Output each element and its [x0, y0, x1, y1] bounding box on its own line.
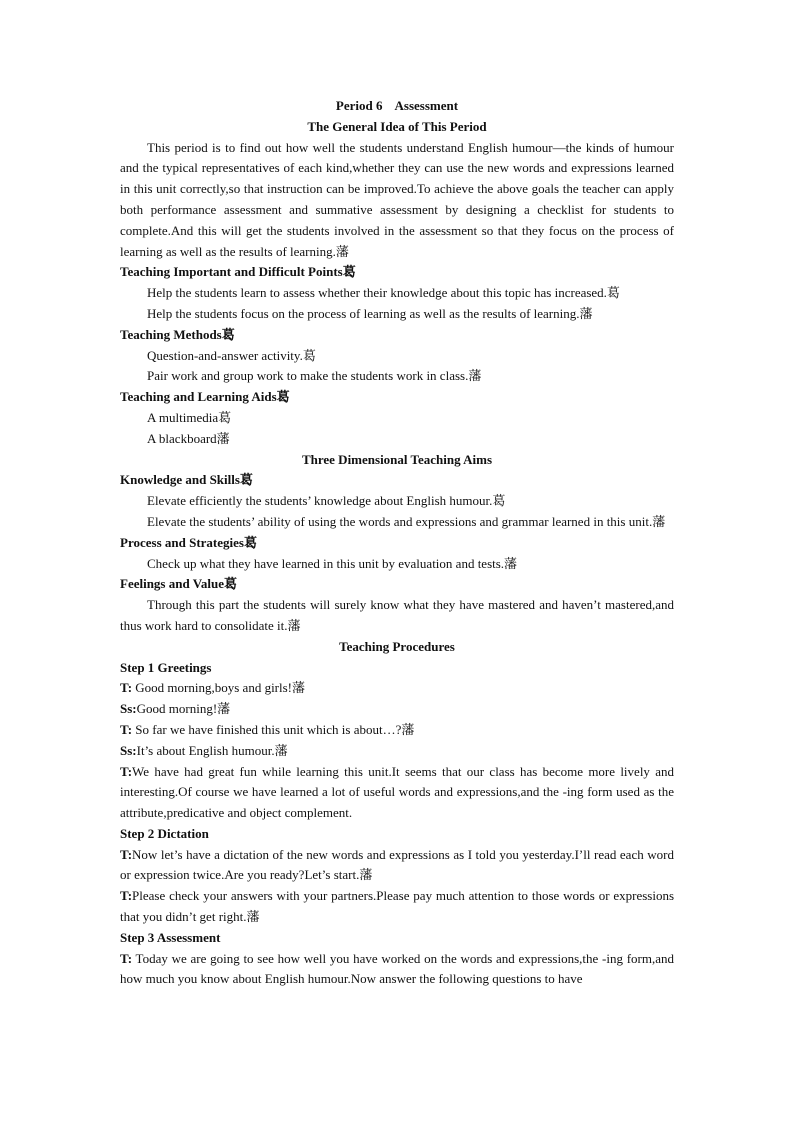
document-page [120, 96, 674, 990]
procedures-heading: Teaching Procedures [339, 638, 455, 654]
methods-heading: Teaching Methods葛 [120, 326, 235, 342]
dialogue-line [120, 678, 674, 699]
important-point-2: Help the students focus on the process of learning as well as the results of learning.藩 [147, 305, 593, 321]
feelings-heading: Feelings and Value葛 [120, 576, 238, 592]
utterance: We have had great fun while learning this unit.It seems that our class has become more lively and interesting.Of course we have learned a lot of useful words and expressions,and the -ing form used as the attribute,predicative and object complement. [120, 763, 674, 821]
general-idea-text: This period is to find out how well the students understand English humour—the kinds of humour and the typical representatives of each kind,whether they can use the new words and expressions learned in this unit correctly,so that instruction can be improved.To achieve the above goals the teacher can apply both performance assessment and summative assessment by designing a checklist for students to complete.And this will get the students involved in the assessment so that they focus on the process of learning as well as the results of learning.藩 [120, 139, 674, 259]
step1-heading: Step 1 Greetings [120, 659, 212, 675]
speaker: T: [120, 763, 133, 779]
utterance: Good morning!藩 [136, 701, 231, 717]
aims-heading: Three Dimensional Teaching Aims [301, 451, 493, 467]
period-number: Period 6 [335, 98, 383, 113]
utterance: So far we have finished this unit which is about…?藩 [132, 721, 415, 737]
utterance: Please check your answers with your partners.Please pay much attention to those words or expressions that you didn’t get right.藩 [120, 888, 674, 925]
utterance: Good morning,boys and girls!藩 [132, 680, 306, 696]
step2-heading: Step 2 Dictation [120, 825, 209, 841]
dialogue-line [120, 886, 674, 928]
aid-1: A multimedia葛 [147, 409, 232, 425]
knowledge-heading: Knowledge and Skills葛 [120, 472, 253, 488]
speaker: T: [120, 888, 133, 904]
dialogue-line [120, 741, 674, 762]
dialogue-line [120, 720, 674, 741]
step3-heading: Step 3 Assessment [120, 929, 221, 945]
method-1: Question-and-answer activity.葛 [147, 347, 316, 363]
speaker: T: [120, 950, 133, 966]
process-item: Check up what they have learned in this unit by evaluation and tests.藩 [147, 555, 518, 571]
feelings-item: Through this part the students will surely know what they have mastered and haven’t mastered,and thus work hard to consolidate it.藩 [120, 597, 674, 633]
dialogue-line [120, 699, 674, 720]
speaker: T: [120, 846, 133, 862]
period-name: Assessment [394, 98, 459, 113]
process-heading: Process and Strategies葛 [120, 534, 257, 550]
aid-2: A blackboard藩 [147, 430, 230, 446]
important-points-heading: Teaching Important and Difficult Points葛 [120, 264, 356, 280]
utterance: Now let’s have a dictation of the new words and expressions as I told you yesterday.I’ll read each word or expression twice.Are you ready?Let’s start.藩 [120, 846, 674, 883]
important-point-1: Help the students learn to assess whether their knowledge about this topic has increased.葛 [147, 285, 620, 301]
speaker: T: [120, 680, 133, 696]
utterance: It’s about English humour.藩 [136, 742, 288, 758]
dialogue-line [120, 845, 674, 887]
knowledge-item-1: Elevate efficiently the students’ knowledge about English humour.葛 [147, 493, 506, 509]
dialogue-line [120, 949, 674, 991]
utterance: Today we are going to see how well you have worked on the words and expressions,the -ing form,and how much you know about English humour.Now answer the following questions to have [120, 950, 674, 987]
speaker: Ss: [120, 701, 137, 717]
aids-heading: Teaching and Learning Aids葛 [120, 389, 290, 405]
speaker: Ss: [120, 742, 137, 758]
speaker: T: [120, 721, 133, 737]
dialogue-line [120, 762, 674, 824]
period-title [120, 96, 674, 117]
method-2: Pair work and group work to make the students work in class.藩 [147, 368, 482, 384]
general-idea-heading: The General Idea of This Period [307, 118, 487, 134]
knowledge-item-2: Elevate the students’ ability of using the words and expressions and grammar learned in this unit.藩 [147, 513, 666, 529]
